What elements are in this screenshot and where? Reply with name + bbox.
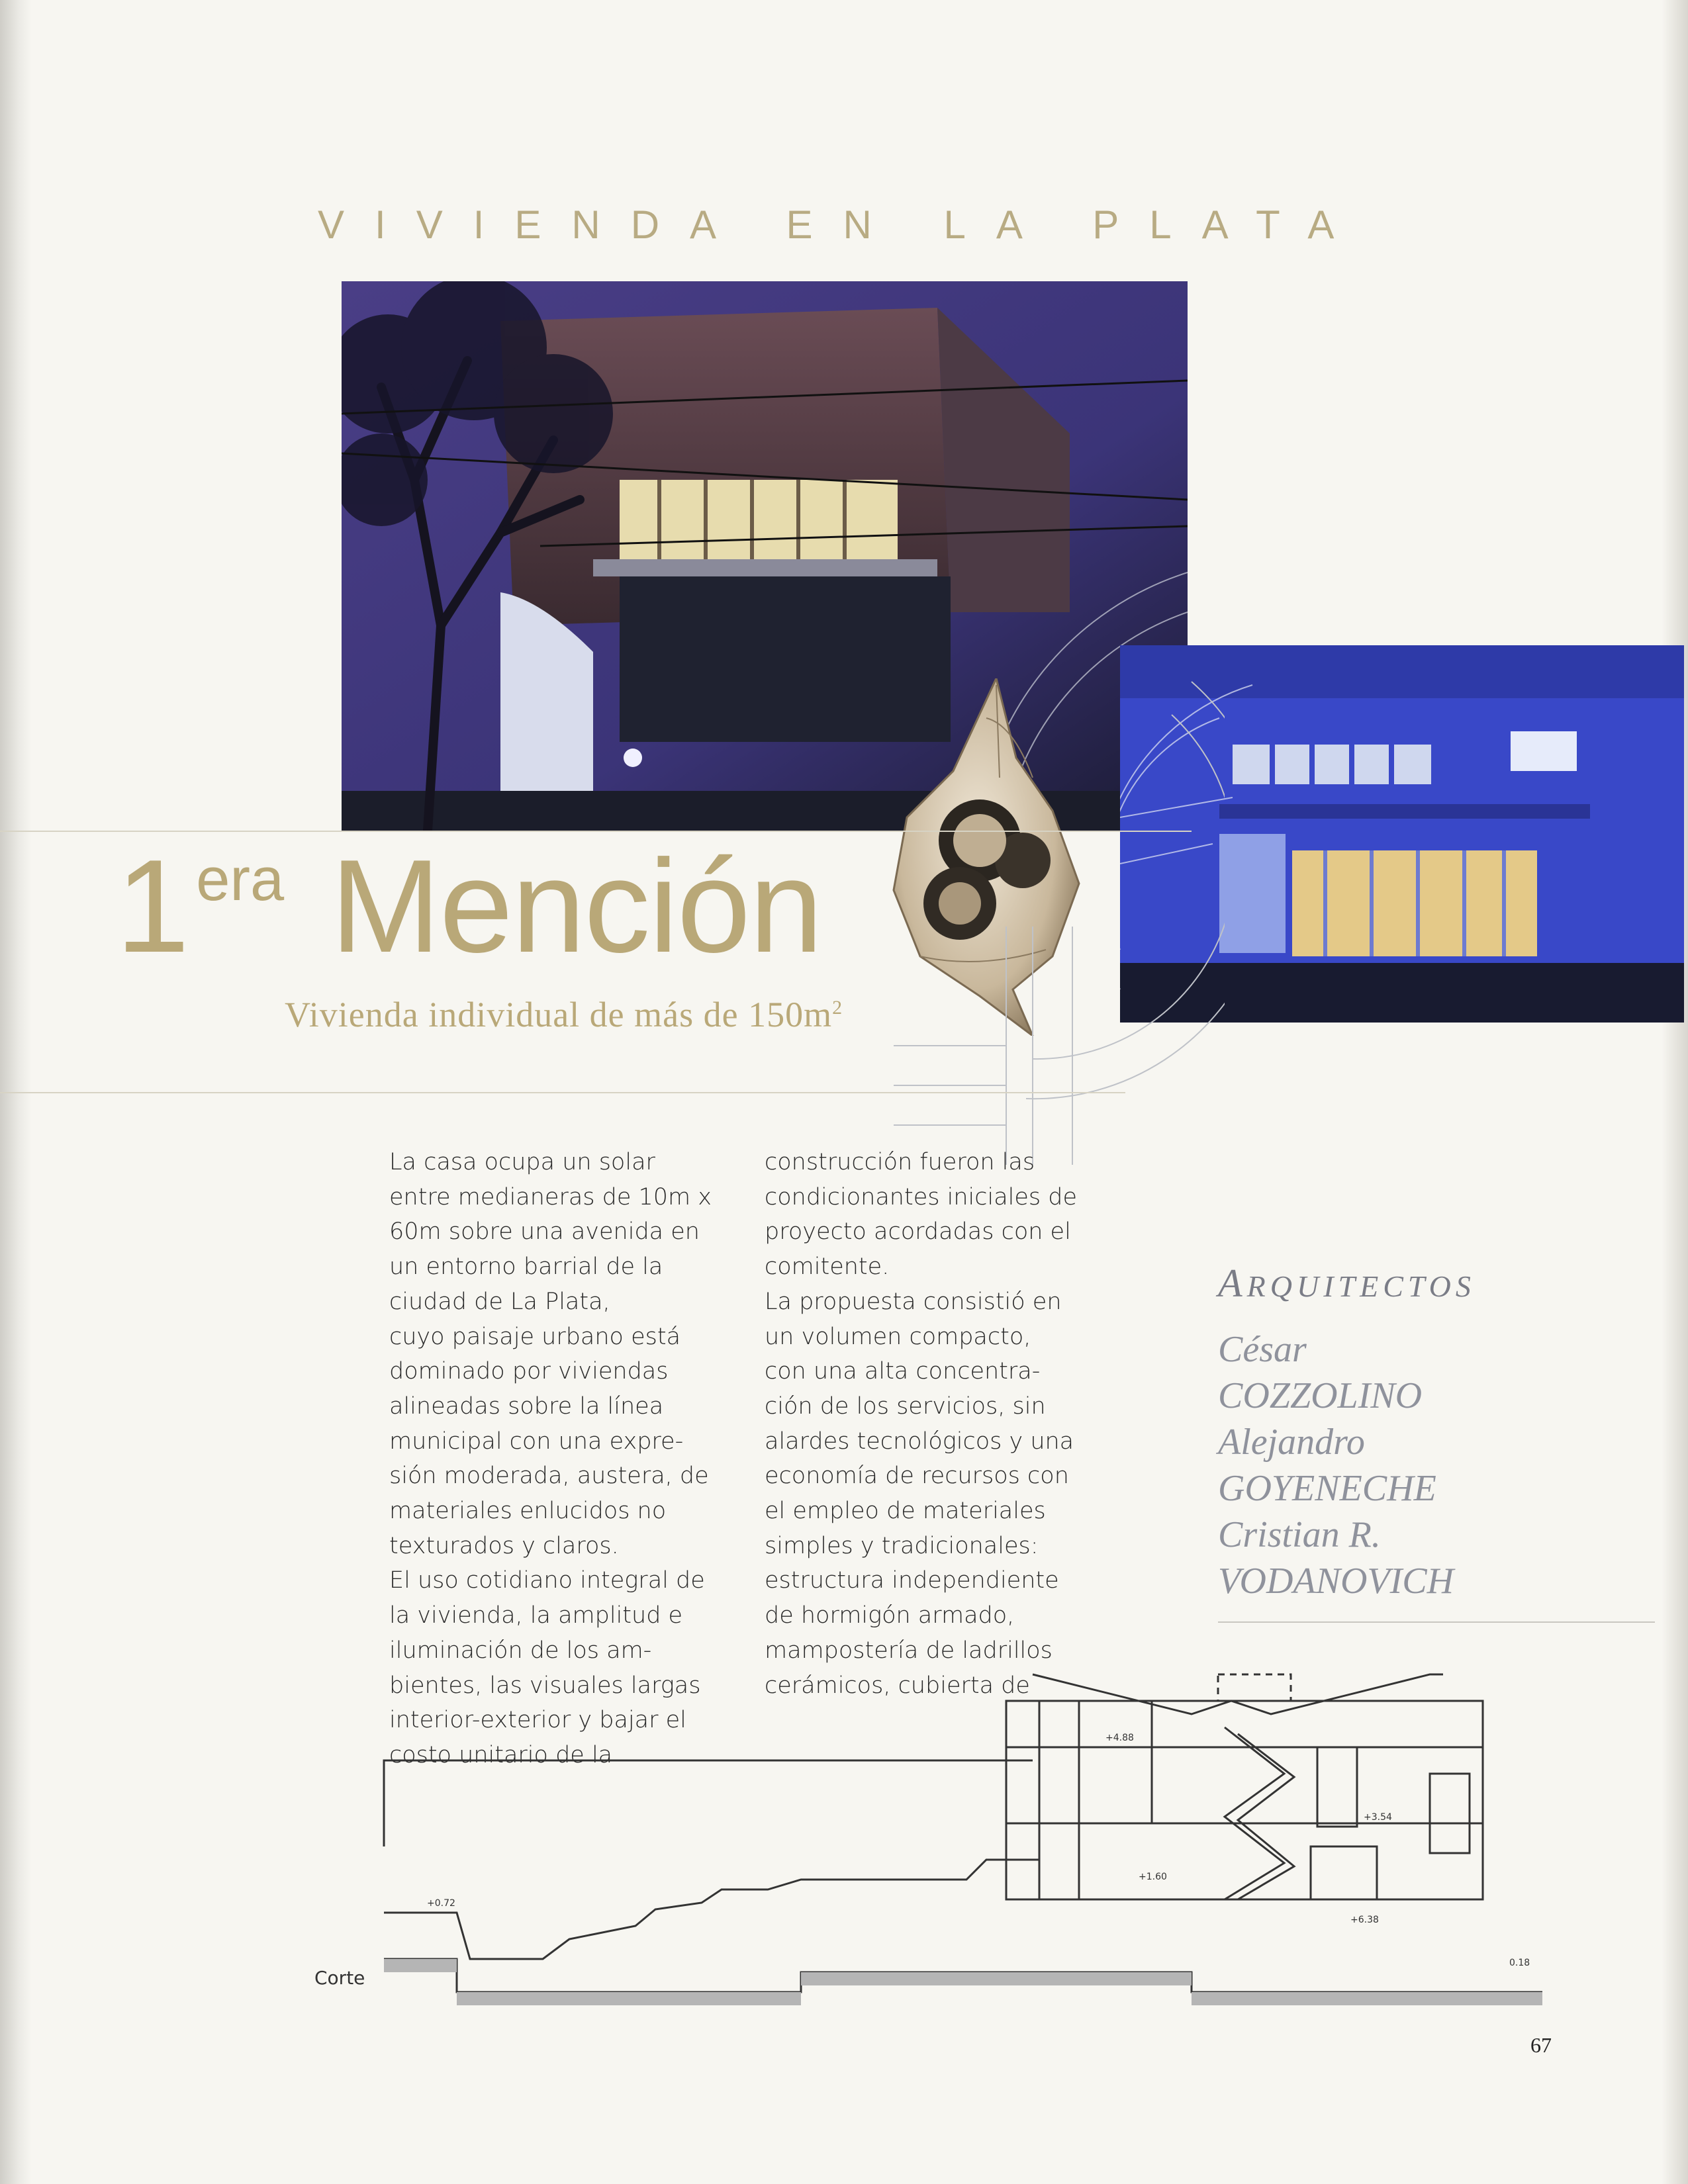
award-category <box>285 994 843 1035</box>
body-line: sión moderada, austera, de <box>389 1463 709 1490</box>
body-line: proyecto acordadas con el <box>765 1218 1071 1246</box>
body-line: bientes, las visuales largas <box>389 1672 701 1699</box>
level-label: +1.60 <box>1139 1872 1167 1882</box>
stair-drafting-overlay <box>761 582 1225 1165</box>
architect-name: César <box>1218 1329 1307 1370</box>
body-line: ción de los servicios, sin <box>765 1392 1046 1420</box>
body-line: cuyo paisaje urbano está <box>389 1323 681 1350</box>
architects-label <box>1218 1261 1642 1306</box>
body-line: entre medianeras de 10m x <box>389 1183 712 1210</box>
level-label: 0.18 <box>1509 1958 1530 1968</box>
level-label: +6.38 <box>1350 1915 1379 1925</box>
body-line: La propuesta consistió en <box>765 1288 1062 1315</box>
architects-label-rest: RQUITECTOS <box>1246 1269 1476 1303</box>
body-line: 60m sobre una avenida en <box>389 1218 700 1246</box>
level-label: +3.54 <box>1364 1812 1392 1823</box>
body-line: materiales enlucidos no <box>389 1498 667 1525</box>
level-label: +0.72 <box>427 1898 455 1909</box>
body-line: iluminación de los am- <box>389 1637 652 1664</box>
architect-name: Cristian R. <box>1218 1514 1381 1555</box>
credits-rule <box>1218 1621 1655 1623</box>
headline-superscript: era <box>196 846 285 913</box>
body-line: alardes tecnológicos y una <box>765 1428 1074 1455</box>
level-label: +4.88 <box>1105 1733 1134 1743</box>
body-line: economía de recursos con <box>765 1463 1069 1490</box>
body-line: un entorno barrial de la <box>389 1253 663 1281</box>
architects-credits <box>1218 1261 1642 1623</box>
body-line: mampostería de ladrillos <box>765 1637 1053 1664</box>
body-line: cerámicos, cubierta de <box>765 1672 1030 1699</box>
body-line: dominado por viviendas <box>389 1358 669 1385</box>
body-line: de hormigón armado, <box>765 1602 1015 1629</box>
body-line: simples y tradicionales: <box>765 1532 1039 1559</box>
body-line: interior-exterior y bajar el <box>389 1707 686 1734</box>
body-line: comitente. <box>765 1253 890 1281</box>
body-line: un volumen compacto, <box>765 1323 1031 1350</box>
architect-name: COZZOLINO <box>1218 1375 1423 1416</box>
headline-word: Mención <box>330 833 822 980</box>
architect-name: GOYENECHE <box>1218 1468 1436 1509</box>
body-line: La casa ocupa un solar <box>389 1149 655 1175</box>
body-line: estructura independiente <box>765 1567 1059 1594</box>
body-line: municipal con una expre- <box>389 1428 684 1455</box>
body-line: texturados y claros. <box>389 1532 619 1559</box>
drawing-caption: Corte <box>314 1967 365 1989</box>
body-line: alineadas sobre la línea <box>389 1392 664 1420</box>
section-title: VIVIENDA EN LA PLATA <box>318 203 1365 247</box>
body-line: con una alta concentra- <box>765 1358 1041 1385</box>
body-line: El uso cotidiano integral de <box>389 1567 705 1594</box>
body-line: ciudad de La Plata, <box>389 1288 610 1315</box>
architects-label-initial: A <box>1218 1261 1247 1305</box>
page-number: 67 <box>1530 2033 1552 2057</box>
category-text: Vivienda individual de más de 150m <box>285 995 833 1034</box>
section-drawing <box>371 1661 1549 2019</box>
body-line: la vivienda, la amplitud e <box>389 1602 683 1629</box>
body-column-2 <box>765 1145 1122 1703</box>
body-line: costo unitario de la <box>389 1741 613 1768</box>
body-line: construcción fueron las <box>765 1149 1035 1175</box>
award-headline <box>116 831 821 983</box>
body-line: condicionantes iniciales de <box>765 1183 1078 1210</box>
architect-name: Alejandro <box>1218 1422 1365 1463</box>
band-rule-bottom <box>0 1092 1125 1093</box>
architect-name: VODANOVICH <box>1218 1561 1454 1602</box>
headline-number: 1 <box>116 833 190 980</box>
category-superscript: 2 <box>832 997 843 1019</box>
body-line: el empleo de materiales <box>765 1498 1046 1525</box>
page-edge-shadow <box>1662 0 1688 2184</box>
